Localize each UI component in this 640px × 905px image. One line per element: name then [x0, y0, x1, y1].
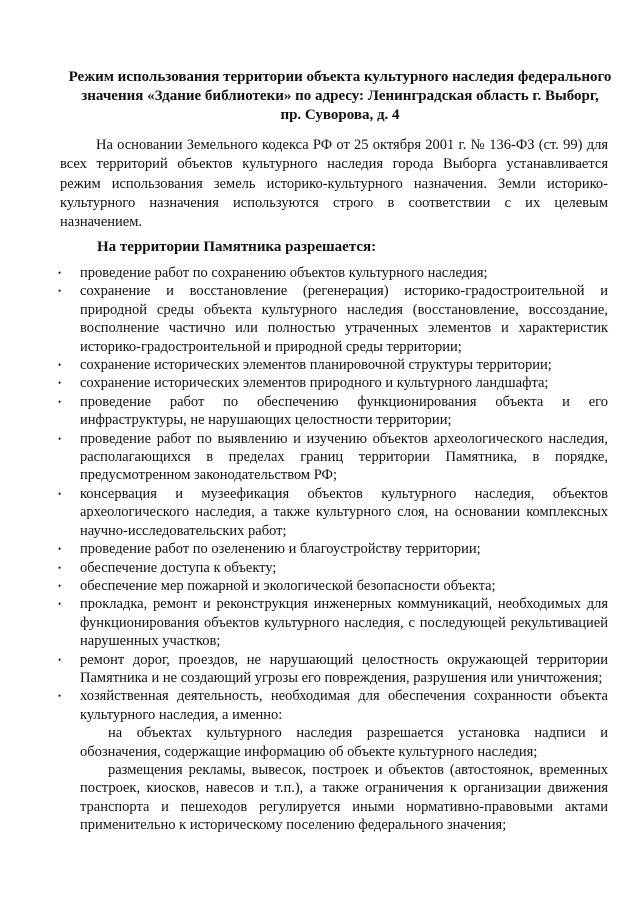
list-item-text: ремонт дорог, проездов, не нарушающий целостность окружающей территории Памятника и не создающий угрозы его повреждения, разрушения или уничтожения;	[80, 651, 608, 686]
list-item-text: обеспечение доступа к объекту;	[80, 559, 277, 576]
list-item-text: консервация и музеефикация объектов культурного наследия, объектов археологического наследия, а также культурного слоя, на основании комплексных научно-исследовательских работ;	[80, 485, 608, 539]
list-item	[0, 393, 608, 430]
bullet-icon: •	[58, 544, 62, 555]
list-item	[0, 374, 608, 392]
bullet-icon: •	[58, 396, 62, 407]
intro-paragraph: На основании Земельного кодекса РФ от 25 октября 2001 г. № 136-ФЗ (ст. 99) для всех территорий объектов культурного наследия города Выборга устанавливается режим использования земель историко-культурного назначения. Земли историко-культурного назначения используются строго в соответствии с их целевым назначением.	[60, 137, 608, 231]
title-line-1: Режим использования территории объекта культурного наследия федерального	[68, 69, 612, 85]
list-item	[0, 559, 608, 577]
list-item	[0, 485, 608, 540]
list-item-text: сохранение и восстановление (регенерация) историко-градостроительной и природной среды объекта культурного наследия (восстановление, воссоздание, восполнение частично или полностью утраченных элементов и характеристик историко-градостроительной и природной среды территории;	[80, 283, 608, 355]
bullet-icon: •	[58, 378, 62, 389]
list-item	[0, 264, 608, 282]
list-item	[0, 577, 608, 595]
list-item	[0, 430, 608, 485]
list-item-text: обеспечение мер пожарной и экологической безопасности объекта;	[80, 577, 496, 594]
bullet-icon: •	[58, 654, 62, 665]
bullet-icon: •	[58, 433, 62, 444]
list-item	[0, 540, 608, 558]
section-heading: На территории Памятника разрешается:	[97, 239, 377, 255]
permitted-activities-list	[0, 264, 640, 835]
list-item	[0, 356, 608, 374]
list-item-text: сохранение исторических элементов природного и культурного ландшафта;	[80, 375, 549, 392]
list-item-text: проведение работ по выявлению и изучению объектов археологического наследия, располагающихся в пределах границ территории Памятника, в порядке, предусмотренном законодательством РФ;	[80, 430, 608, 484]
bullet-icon: •	[58, 580, 62, 591]
list-item-text: хозяйственная деятельность, необходимая для обеспечения сохранности объекта культурного наследия, а именно:	[80, 688, 608, 723]
title-line-3: пр. Суворова, д. 4	[280, 107, 400, 123]
bullet-icon: •	[58, 562, 62, 573]
bullet-icon: •	[58, 691, 62, 702]
sub-paragraph: на объектах культурного наследия разрешается установка надписи и обозначения, содержащие информацию об объекте культурного наследия;	[80, 725, 608, 760]
list-item-text: проведение работ по озеленению и благоустройству территории;	[80, 541, 481, 558]
list-item-text: проведение работ по обеспечению функционирования объекта и его инфраструктуры, не нарушающих целостности территории;	[80, 393, 608, 429]
list-item-text: прокладка, ремонт и реконструкция инженерных коммуникаций, необходимых для функционирования объектов культурного наследия, с последующей рекультивацией нарушенных участков;	[80, 596, 608, 650]
document-title	[60, 68, 620, 125]
bullet-icon: •	[58, 286, 62, 297]
list-item	[0, 687, 608, 724]
list-item	[0, 282, 608, 356]
bullet-icon: •	[58, 488, 62, 499]
list-item	[0, 595, 608, 650]
title-line-2: значения «Здание библиотеки» по адресу: Ленинградская область г. Выборг,	[81, 88, 599, 104]
bullet-icon: •	[58, 268, 62, 278]
list-item	[0, 651, 608, 688]
list-item-text: сохранение исторических элементов планировочной структуры территории;	[80, 357, 552, 374]
bullet-icon: •	[58, 599, 62, 610]
list-item-text: проведение работ по сохранению объектов культурного наследия;	[80, 265, 488, 281]
bullet-icon: •	[58, 360, 62, 371]
sub-paragraph: размещения рекламы, вывесок, построек и объектов (автостоянок, временных построек, киосков, навесов и т.п.), а также ограничения к организации движения транспорта и пешеходов регулируется иными нормативно-правовыми актами применительно к историческому поселению федерального значения;	[80, 761, 608, 834]
